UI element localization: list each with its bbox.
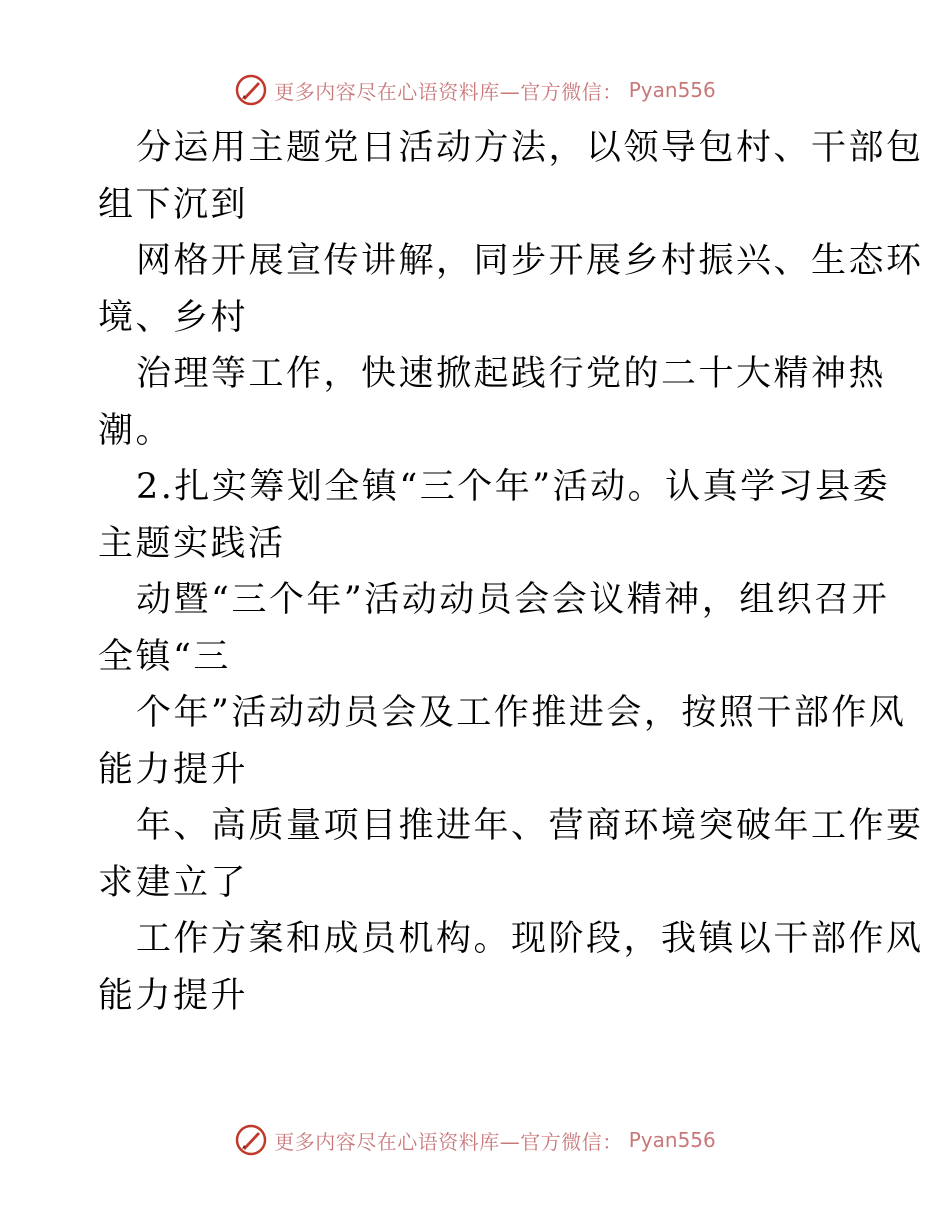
- paragraph-line: 能力提升: [98, 975, 249, 1016]
- footer-watermark: [0, 1120, 950, 1160]
- footer-watermark-id: Pyan556: [628, 1128, 716, 1152]
- header-watermark-text: 更多内容尽在心语资料库—官方微信：: [274, 79, 623, 104]
- paragraph-line: 动暨“三个年”活动动员会会议精神，组织召开: [136, 580, 890, 620]
- paragraph-line: 网格开展宣传讲解，同步开展乡村振兴、生态环: [136, 241, 924, 281]
- paragraph-line: 组下沉到: [98, 184, 249, 225]
- paragraph-line: 境、乡村: [98, 297, 249, 338]
- paragraph-line: 2.扎实筹划全镇“三个年”活动。认真学习县委: [136, 467, 891, 507]
- paragraph-line: 年、高质量项目推进年、营商环境突破年工作要: [136, 806, 924, 846]
- quill-logo-icon: [234, 73, 268, 107]
- paragraph-line: 全镇“三: [98, 636, 231, 677]
- body-text: [98, 120, 924, 1024]
- quill-logo-icon: [234, 1123, 268, 1157]
- paragraph-line: 治理等工作，快速掀起践行党的二十大精神热: [136, 354, 887, 394]
- header-watermark-id: Pyan556: [628, 78, 716, 102]
- paragraph-line: 分运用主题党日活动方法，以领导包村、干部包: [136, 128, 924, 168]
- paragraph-line: 主题实践活: [98, 523, 286, 564]
- paragraph-line: 工作方案和成员机构。现阶段，我镇以干部作风: [136, 919, 924, 959]
- paragraph-line: 潮。: [98, 410, 174, 451]
- paragraph-line: 求建立了: [98, 862, 249, 903]
- paragraph-line: 个年”活动动员会及工作推进会，按照干部作风: [136, 693, 907, 733]
- header-watermark: [0, 70, 950, 110]
- paragraph-line: 能力提升: [98, 749, 249, 790]
- footer-watermark-text: 更多内容尽在心语资料库—官方微信：: [274, 1129, 623, 1154]
